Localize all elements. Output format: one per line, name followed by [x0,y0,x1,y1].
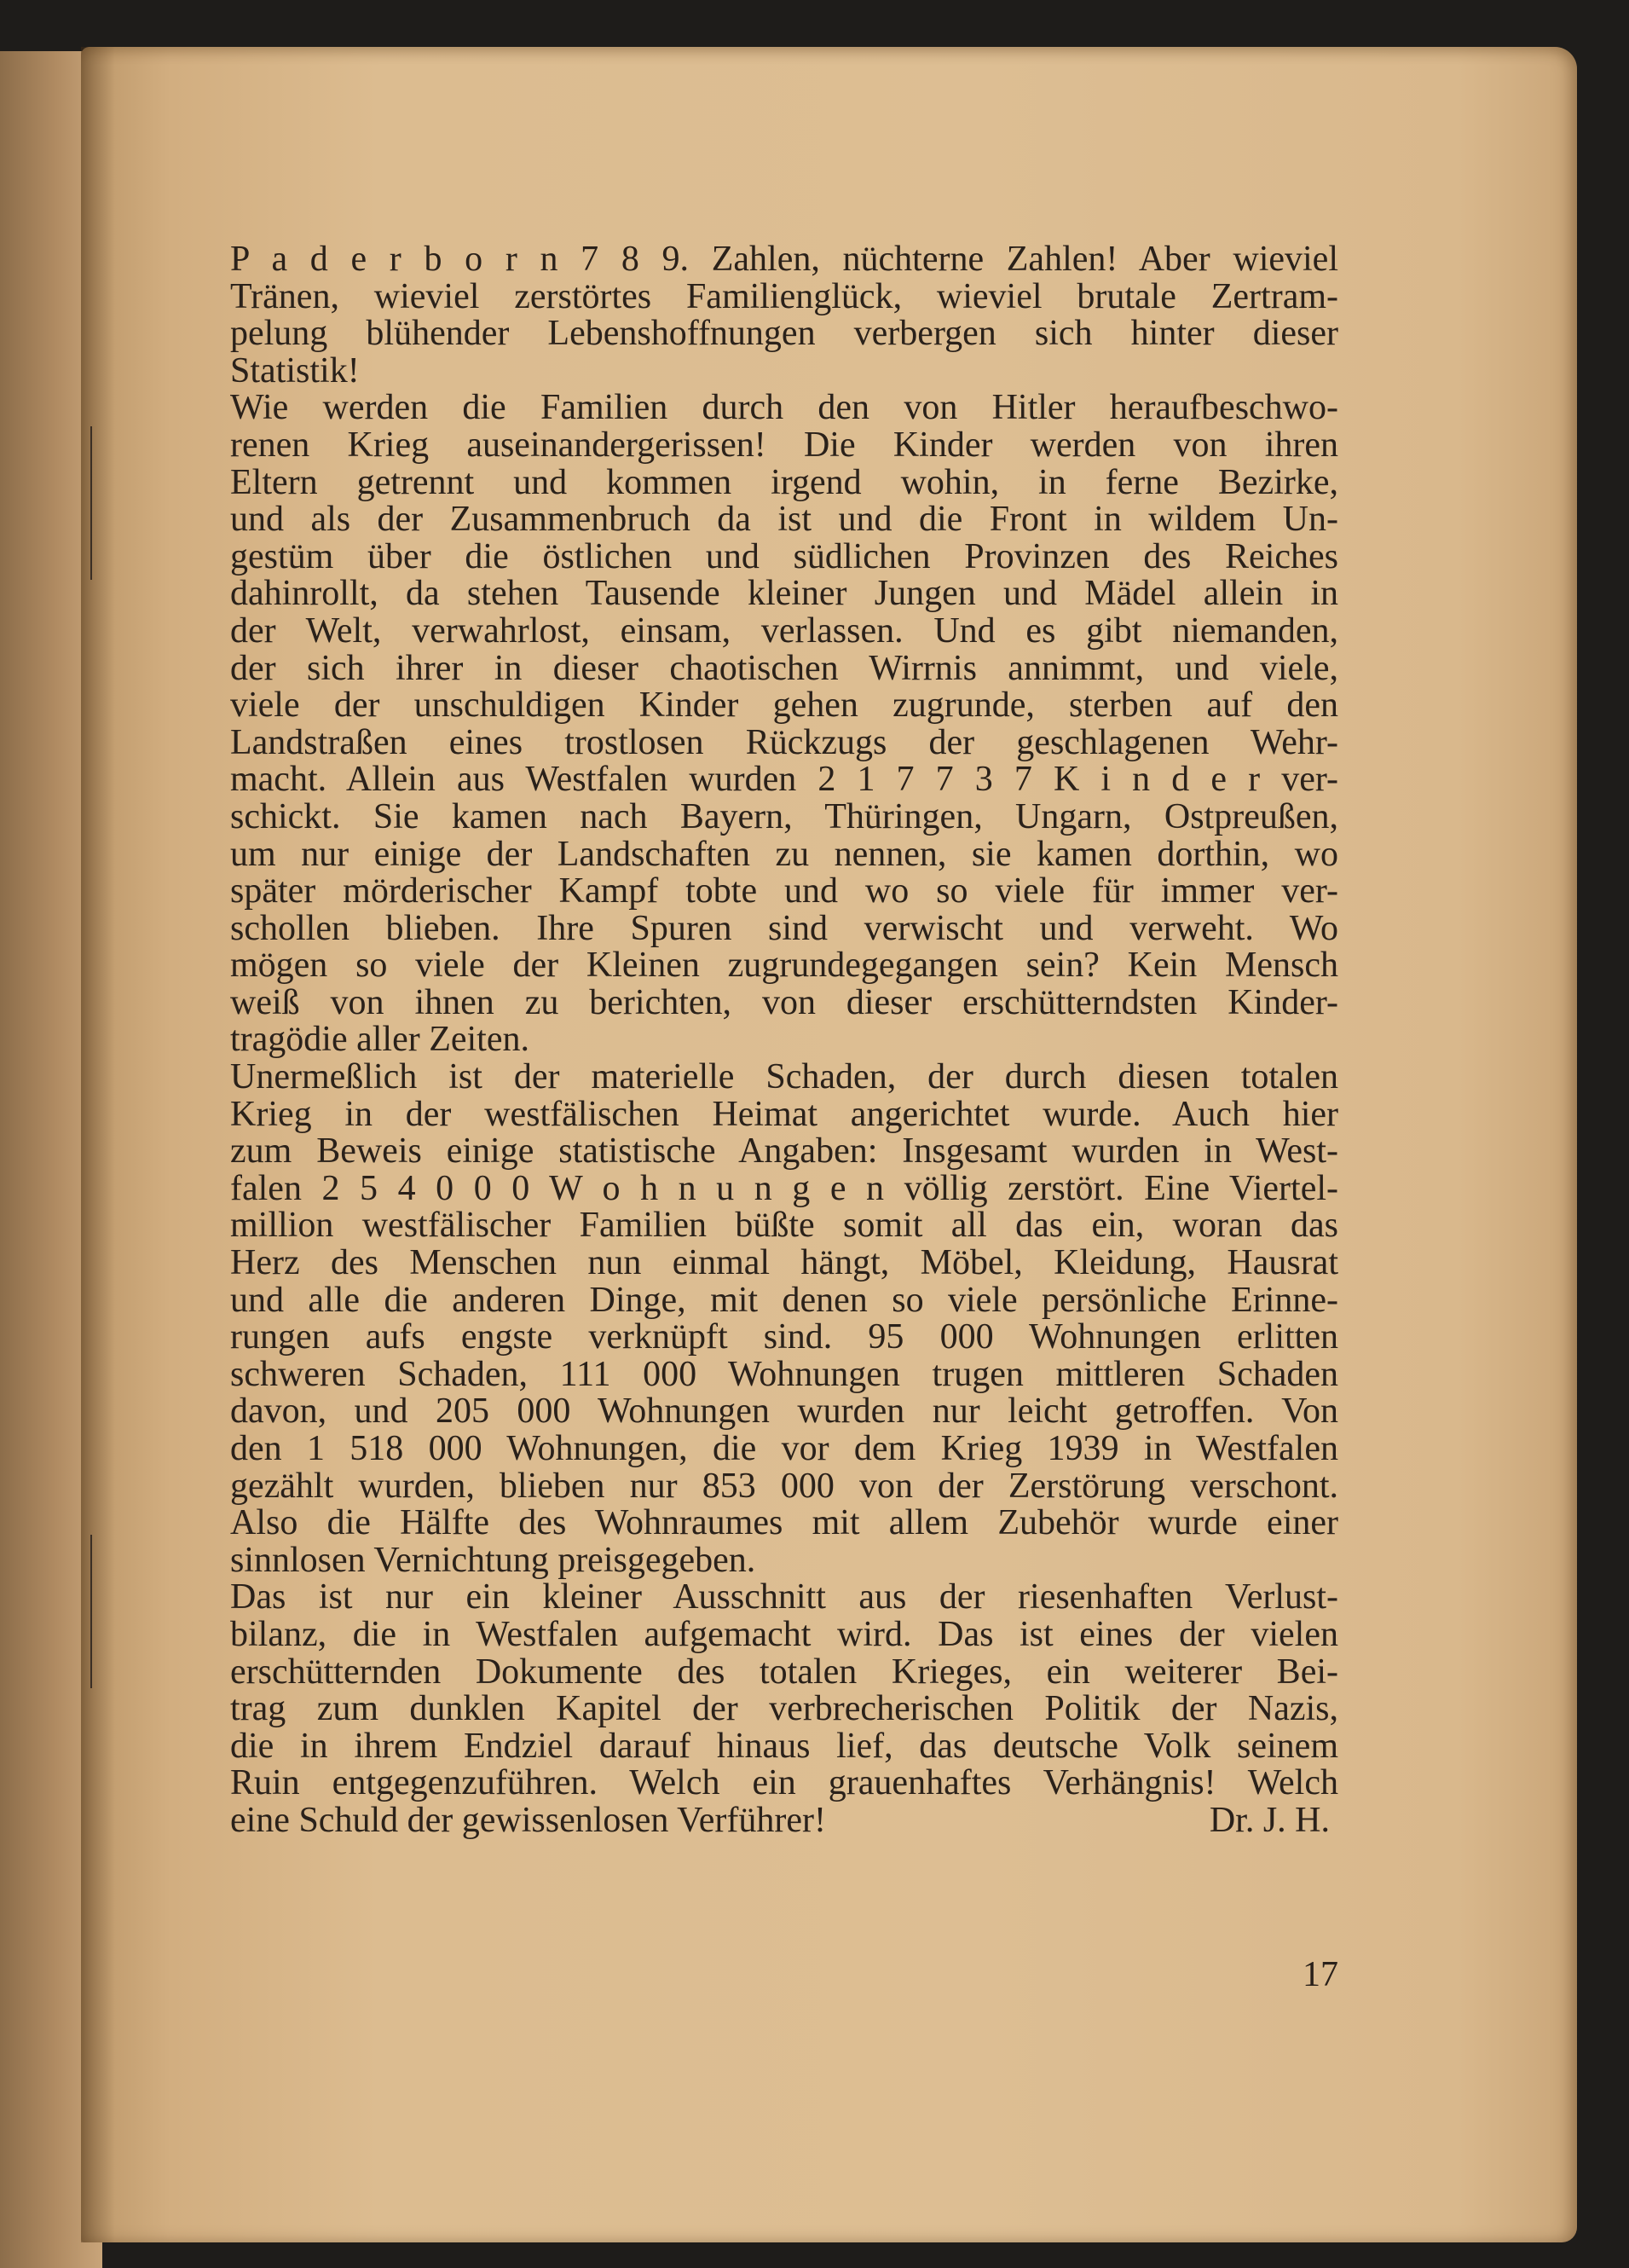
text-line: falen 2 5 4 0 0 0 W o h n u n g e n völlig zerstört. Eine Viertel- [230,1170,1338,1208]
text-line: davon, und 205 000 Wohnungen wurden nur leicht getroffen. Von [230,1393,1338,1431]
text-line: tragödie aller Zeiten. [230,1021,529,1060]
text-line: Unermeßlich ist der materielle Schaden, der durch diesen totalen [230,1059,1338,1096]
text-line: Landstraßen eines trostlosen Rückzugs der geschlagenen Wehr- [230,724,1338,762]
text-line: der sich ihrer in dieser chaotischen Wirrnis annimmt, und viele, [230,650,1338,688]
text-line: P a d e r b o r n 7 8 9. Zahlen, nüchterne Zahlen! Aber wieviel [230,241,1338,279]
text-line: Ruin entgegenzuführen. Welch ein grauenhaftes Verhängnis! Welch [230,1765,1338,1802]
text-line: um nur einige der Landschaften zu nennen, sie kamen dorthin, wo [230,836,1338,874]
text-line: schickt. Sie kamen nach Bayern, Thüringen, Ungarn, Ostpreußen, [230,798,1338,836]
text-line: trag zum dunklen Kapitel der verbrecherischen Politik der Nazis, [230,1691,1338,1728]
margin-pencil-mark [90,426,92,580]
text-line: Also die Hälfte des Wohnraumes mit allem Zubehör wurde einer [230,1505,1338,1542]
text-line: gestüm über die östlichen und südlichen Provinzen des Reiches [230,538,1338,576]
text-line: und als der Zusammenbruch da ist und die Front in wildem Un- [230,501,1338,539]
text-line: weiß von ihnen zu berichten, von dieser erschütterndsten Kinder- [230,984,1338,1022]
gutter-shadow [81,47,115,2242]
text-line: der Welt, verwahrlost, einsam, verlassen. Und es gibt niemanden, [230,612,1338,651]
text-line: renen Krieg auseinandergerissen! Die Kinder werden von ihren [230,426,1338,465]
text-line: million westfälischer Familien büßte somit all das ein, woran das [230,1207,1338,1246]
text-line: Statistik! [230,352,360,391]
text-line: bilanz, die in Westfalen aufgemacht wird. Das ist eines der vielen [230,1616,1338,1654]
text-line: pelung blühender Lebenshoffnungen verbergen sich hinter dieser [230,315,1338,353]
text-line: rungen aufs engste verknüpft sind. 95 000 Wohnungen erlitten [230,1319,1338,1357]
text-line: Tränen, wieviel zerstörtes Familienglück, wieviel brutale Zertram- [230,278,1338,316]
text-line: Krieg in der westfälischen Heimat angerichtet wurde. Auch hier [230,1096,1338,1134]
text-line: Wie werden die Familien durch den von Hitler heraufbeschwo- [230,390,1338,427]
text-line: die in ihrem Endziel darauf hinaus lief, das deutsche Volk seinem [230,1727,1338,1766]
closing-sentence: eine Schuld der gewissenlosen Verführer! [230,1802,827,1840]
text-line: und alle die anderen Dinge, mit denen so viele persönliche Erinne- [230,1282,1338,1320]
text-line: Herz des Menschen nun einmal hängt, Möbel, Kleidung, Hausrat [230,1245,1338,1282]
text-line: viele der unschuldigen Kinder gehen zugrunde, sterben auf den [230,687,1338,725]
body-text [230,241,1338,1840]
text-line: später mörderischer Kampf tobte und wo so viele für immer ver- [230,873,1338,911]
author-signature: Dr. J. H. [1209,1802,1330,1840]
text-line: Eltern getrennt und kommen irgend wohin, in ferne Bezirke, [230,464,1338,502]
text-line: erschütternden Dokumente des totalen Krieges, ein weiterer Bei- [230,1653,1338,1692]
text-line: dahinrollt, da stehen Tausende kleiner Jungen und Mädel allein in [230,576,1338,613]
text-line: macht. Allein aus Westfalen wurden 2 1 7 7 3 7 K i n d e r ver- [230,761,1338,799]
text-line: gezählt wurden, blieben nur 853 000 von der Zerstörung verschont. [230,1467,1338,1506]
text-line: zum Beweis einige statistische Angaben: Insgesamt wurden in West- [230,1133,1338,1171]
margin-pencil-mark [90,1535,92,1688]
text-line: mögen so viele der Kleinen zugrundegegangen sein? Kein Mensch [230,947,1338,985]
text-line: schollen blieben. Ihre Spuren sind verwischt und verweht. Wo [230,910,1338,948]
text-line: schweren Schaden, 111 000 Wohnungen trugen mittleren Schaden [230,1356,1338,1394]
closing-line [230,1802,1338,1840]
text-line: sinnlosen Vernichtung preisgegeben. [230,1542,756,1580]
page-number: 17 [1303,1955,1338,1994]
text-line: den 1 518 000 Wohnungen, die vor dem Krieg 1939 in Westfalen [230,1431,1338,1468]
text-line: Das ist nur ein kleiner Ausschnitt aus der riesenhaften Verlust- [230,1579,1338,1617]
